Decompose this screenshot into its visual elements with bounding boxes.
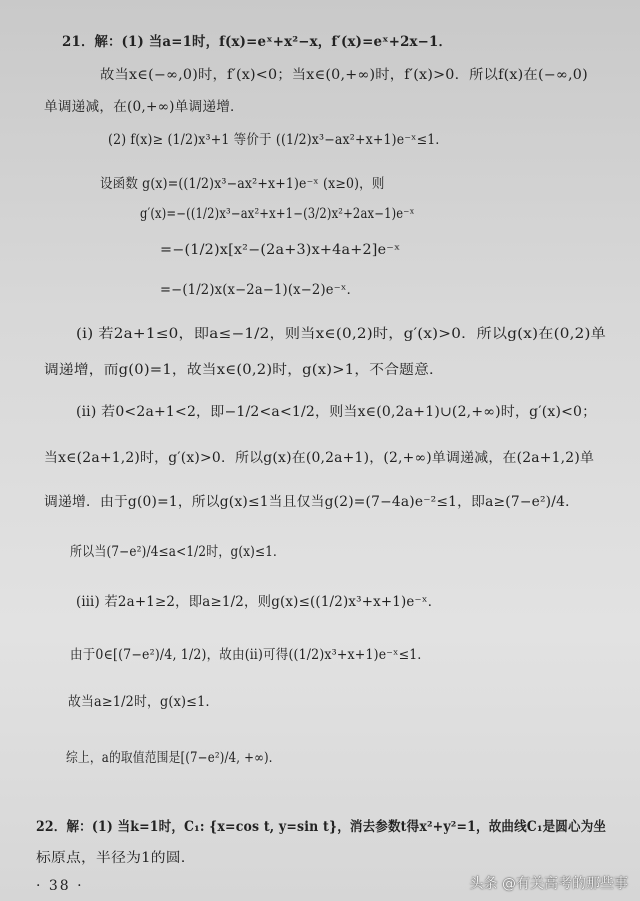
text-line: 由于0∈[(7−e²)/4, 1/2)，故由(ⅱ)可得((1/2)x³+x+1)e⁻ˣ≤1． [70,647,431,663]
watermark: 头条 @有关高考的那些事 [469,876,628,892]
math-line: =−(1/2)x(x−2a−1)(x−2)e⁻ˣ． [160,282,360,298]
text-line: 当x∈(2a+1,2)时，g′(x)>0．所以g(x)在(0,2a+1)，(2,+∞)单调递减，在(2a+1,2)单 [44,450,595,466]
math-line: =−(1/2)x[x²−(2a+3)x+4a+2]e⁻ˣ [160,242,401,258]
text-line: 所以当(7−e²)/4≤a<1/2时，g(x)≤1． [70,544,286,560]
text-line: 故当x∈(−∞,0)时，f′(x)<0；当x∈(0,+∞)时，f′(x)>0．所以f(x)在(−∞,0) [100,67,588,83]
problem-22-heading: 22．解：(1) 当k=1时，C₁: {x=cos t, y=sin t}，消去参数t得x²+y²=1，故曲线C₁是圆心为坐 [36,819,607,835]
text-line: 故当a≥1/2时，g(x)≤1． [68,694,219,710]
text-line: 调递增，而g(0)=1，故当x∈(0,2)时，g(x)>1，不合题意． [44,362,444,378]
text-line: 调递增．由于g(0)=1，所以g(x)≤1当且仅当g(2)=(7−4a)e⁻²≤1，即a≥(7−e²)/4． [44,494,580,510]
text-line: (2) f(x)≥ (1/2)x³+1 等价于 ((1/2)x³−ax²+x+1)e⁻ˣ≤1． [108,132,449,148]
math-line: g′(x)=−((1/2)x³−ax²+x+1−(3/2)x²+2ax−1)e⁻ˣ [140,206,415,222]
page-number: · 38 · [36,878,84,894]
text-line: 标原点，半径为1的圆． [36,850,196,866]
text-line: 设函数 g(x)=((1/2)x³−ax²+x+1)e⁻ˣ (x≥0)，则 [100,176,385,192]
text-line: 单调递减，在(0,+∞)单调递增． [44,99,244,115]
case-i-line: (ⅰ) 若2a+1≤0，即a≤−1/2，则当x∈(0,2)时，g′(x)>0．所以g(x)在(0,2)单 [76,326,607,342]
conclusion-line: 综上，a的取值范围是[(7−e²)/4, +∞)． [66,750,281,766]
problem-21-heading: 21．解：(1) 当a=1时，f(x)=eˣ+x²−x，f′(x)=eˣ+2x−1． [62,34,453,50]
case-iii-line: (ⅲ) 若2a+1≥2，即a≥1/2，则g(x)≤((1/2)x³+x+1)e⁻ˣ． [76,594,442,610]
case-ii-line: (ⅱ) 若0<2a+1<2，即−1/2<a<1/2，则当x∈(0,2a+1)∪(2,+∞)时，g′(x)<0； [76,404,597,420]
